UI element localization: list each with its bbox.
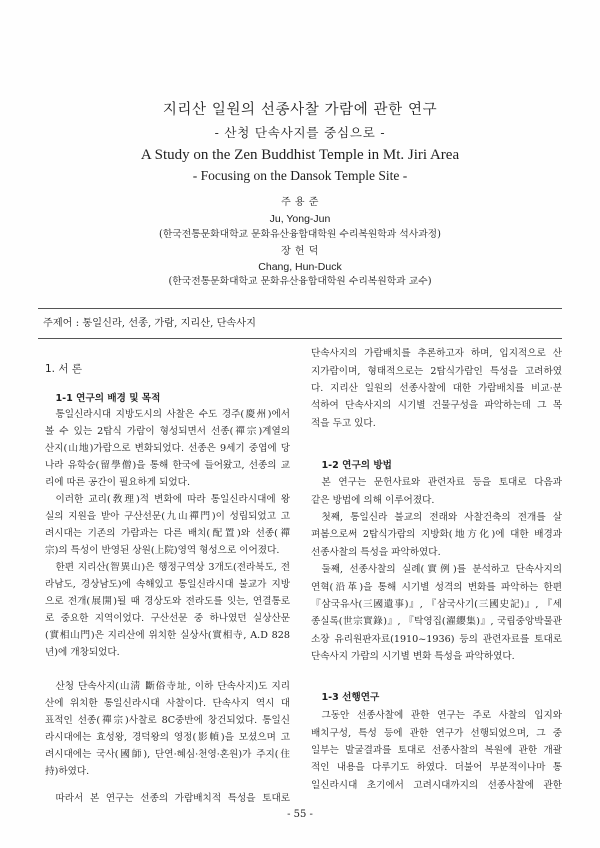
body-line: 실의 지원을 받아 구산선문(九山禪門)이 성립되었고 고	[45, 510, 290, 522]
right-column	[311, 0, 562, 848]
body-line: 라시대에는 효성왕, 경덕왕의 영정(影幀)을 모셨으며 고	[45, 731, 290, 743]
body-line: 소장 유리원판자료(1910~1936) 등의 관련자료를 토대로	[311, 633, 562, 645]
left-column	[45, 0, 290, 848]
body-line: 리에 따른 공간이 필요하게 되었다.	[45, 476, 190, 488]
paragraph	[311, 707, 562, 794]
body-line: 종실록(世宗實錄)』, 『탁영집(濯纓集)』, 국립중앙박물관	[311, 616, 562, 628]
paper-subtitle-english: - Focusing on the Dansok Temple Site -	[192, 168, 408, 183]
body-line: 다. 지리산 일원의 선종사찰에 대한 가람배치를 비교·분	[311, 383, 562, 395]
paragraph	[45, 559, 290, 661]
paragraph	[311, 509, 562, 561]
body-line: 이러한 교리(敎理)적 변화에 따라 통일신라시대에 왕	[55, 493, 290, 505]
paragraph	[311, 345, 562, 432]
body-line: 산청 단속사지(山淸 斷俗寺址, 이하 단속사지)도 지리	[55, 680, 290, 692]
body-line: 둘째, 선종사찰의 실례(實例)를 분석하고 단속사지의	[321, 564, 562, 576]
paragraph	[311, 474, 562, 509]
body-line: 년)에 개창되었다.	[45, 646, 120, 658]
author-name-english: Ju, Yong-Jun	[269, 213, 331, 225]
body-line: 표적인 선종(禪宗)사찰로 8C중반에 창건되었다. 통일신	[45, 714, 290, 726]
body-line: 로 중요한 지역이었다. 구산선문 중 하나였던 실상산문	[45, 612, 290, 624]
subsection-heading: 1-2 연구의 방법	[321, 460, 392, 472]
body-line: 볼 수 있는 2탑식 가람이 형성되면서 선종(禪宗)계열의	[45, 425, 290, 437]
body-line: 연혁(沿革)을 통해 시기별 성격의 변화를 파악하는 한편	[311, 581, 562, 593]
body-line: 나라 유학승(留學僧)을 통해 한국에 들어왔고, 선종의 교	[45, 459, 290, 471]
body-line: 같은 방법에 의해 이루어졌다.	[311, 494, 435, 506]
body-line: 한편 지리산(智異山)은 행정구역상 3개도(전라북도, 전	[55, 561, 290, 573]
author-name-english: Chang, Hun-Duck	[258, 261, 342, 273]
body-line: 적인 내용을 다루기도 하였다. 더불어 부분적이나마 통	[311, 762, 562, 774]
body-line: 宗)의 특성이 반영된 상원(上院)영역 형성으로 이어졌다.	[45, 544, 280, 556]
body-line: 려시대는 기존의 가람과는 다른 배치(配置)와 선종(禪	[45, 527, 290, 539]
body-line: 『삼국유사(三國遺事)』, 『삼국사기(三國史記)』, 『세	[311, 599, 562, 611]
body-line: 일부는 발굴결과를 토대로 선종사찰의 복원에 관한 개괄	[311, 745, 562, 757]
paper-subtitle-korean: - 산청 단속사지를 중심으로 -	[214, 125, 386, 140]
body-line: 본 연구는 문헌사료와 관련자료 등을 토대로 다음과	[321, 477, 562, 489]
body-line: 석하여 단속사지의 시기별 건물구성을 파악하는데 그 목	[311, 400, 562, 412]
body-line: 일신라시대 초기에서 고려시대까지의 선종사찰에 관한	[311, 779, 562, 791]
section-heading: 1. 서 론	[45, 363, 82, 375]
author-affiliation: (한국전통문화대학교 문화유산융합대학원 수리복원학과 교수)	[168, 276, 432, 287]
author-name-korean: 주 용 준	[281, 197, 319, 208]
body-line: 산지(山地)가람으로 변화되었다. 선종은 9세기 중엽에 당	[45, 442, 290, 454]
body-line: 산에 위치한 통일신라시대 사찰이다. 단속사지 역시 대	[45, 697, 290, 709]
paragraph	[45, 790, 290, 807]
paper-title-english: A Study on the Zen Buddhist Temple in Mt. Jiri Area	[140, 147, 460, 163]
page-number: - 55 -	[287, 809, 313, 820]
body-line: 적을 두고 있다.	[311, 417, 376, 429]
paragraph	[45, 491, 290, 559]
body-line: 단속사지의 가람배치를 추론하고자 하며, 입지적으로 산	[311, 348, 562, 360]
body-line: 배치구성, 특성 등에 관한 연구가 선행되었으며, 그 중	[311, 727, 562, 739]
paper-title-korean: 지리산 일원의 선종사찰 가람에 관한 연구	[162, 102, 438, 118]
body-line: 단속사지 가람의 시기별 변화 특성을 파악하였다.	[311, 651, 515, 663]
body-line: 통일신라시대 지방도시의 사찰은 수도 경주(慶州)에서	[55, 408, 290, 420]
body-line: (實相山門)은 지리산에 위치한 실상사(實相寺, A.D 828	[45, 629, 290, 641]
author-affiliation: (한국전통문화대학교 문화유산융합대학원 수리복원학과 석사과정)	[159, 229, 441, 240]
paragraph	[311, 561, 562, 665]
body-line: 려시대에는 국사(國師), 단연·혜심·천영·혼원)가 주지(住	[45, 748, 290, 760]
author-name-korean: 장 헌 덕	[281, 246, 319, 257]
body-line: 펴봄으로써 2탑식가람의 지방화(地方化)에 대한 배경과	[311, 529, 562, 541]
body-text-flow	[311, 474, 562, 665]
body-line: 그동안 선종사찰에 관한 연구는 주로 사찰의 입지와	[321, 710, 562, 722]
keywords: 주제어 : 통일신라, 선종, 가람, 지리산, 단속사지	[43, 318, 256, 329]
body-line: 선종사찰의 특성을 파악하였다.	[311, 546, 441, 558]
paragraph	[45, 406, 290, 491]
body-line: 첫째, 통일신라 불교의 전래와 사찰건축의 전개를 살	[321, 512, 562, 524]
body-line: 持)하였다.	[45, 765, 90, 777]
body-text-flow	[45, 406, 290, 661]
body-line: 지가람이며, 형태적으로는 2탑식가람인 특성을 고려하였	[311, 365, 562, 377]
body-line: 라남도, 경상남도)에 속해있고 통일신라시대 불교가 지방	[45, 578, 290, 590]
subsection-heading: 1-1 연구의 배경 및 목적	[55, 392, 161, 404]
subsection-heading: 1-3 선행연구	[321, 692, 380, 704]
body-line: 따라서 본 연구는 선종의 가람배치적 특성을 토대로	[55, 792, 290, 804]
body-line: 으로 전개(展開)될 때 경상도와 전라도를 잇는, 연결통로	[45, 595, 290, 607]
paragraph	[45, 678, 290, 780]
